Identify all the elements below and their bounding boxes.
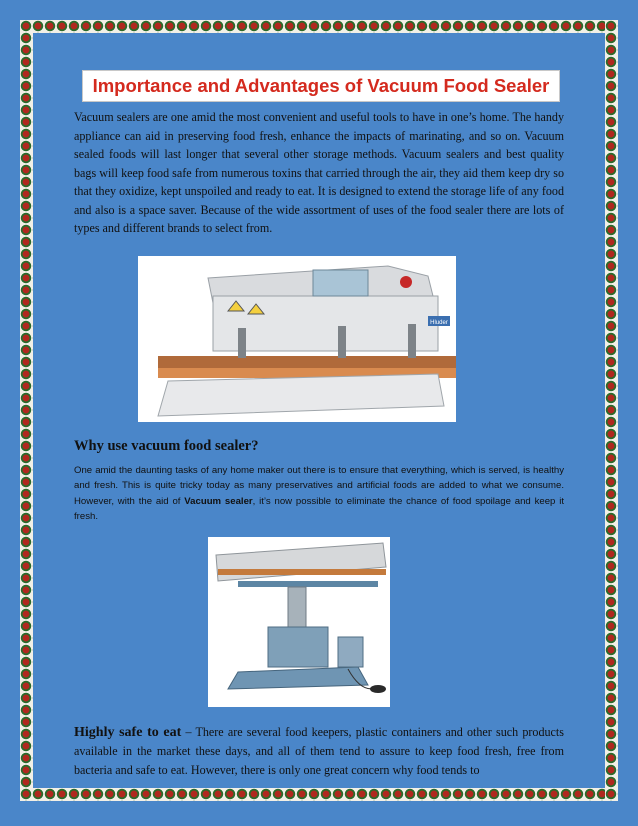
why-use-text-end: , it’s now possible to eliminate the chance of food spoilage and keep it fresh. [74, 495, 564, 523]
decorative-border-right [605, 20, 618, 801]
document-body [74, 70, 564, 780]
vacuum-sealer-illustration-1 [138, 256, 456, 422]
page-title: Importance and Advantages of Vacuum Food Sealer [82, 70, 560, 102]
why-use-paragraph [74, 463, 564, 525]
highly-safe-paragraph [74, 723, 564, 780]
vacuum-sealer-image-2 [208, 537, 390, 707]
decorative-border-left [20, 20, 33, 801]
highly-safe-lead: Highly safe to eat [74, 724, 182, 740]
vacuum-sealer-image-1 [138, 256, 456, 422]
decorative-border-top [20, 20, 618, 33]
figure1-brand: Hluder [430, 319, 448, 326]
decorative-border-bottom [20, 788, 618, 801]
highly-safe-text: – There are several food keepers, plastic containers and other such products available in the market these days, and all of them tend to assure to keep food fresh, free from bacteria and safe to eat. However, there is only one great concern why food tends to [74, 724, 564, 777]
why-use-text-start: One amid the daunting tasks of any home maker out there is to ensure that everything, which is served, is healthy and fresh. This is quite tricky today as many preservatives and artificial foods are added to what we consume. However, with the aid of [74, 464, 564, 507]
section-heading-why-use: Why use vacuum food sealer? [74, 437, 259, 454]
intro-paragraph: Vacuum sealers are one amid the most convenient and useful tools to have in one’s home. The handy appliance can aid in preserving food fresh, enhance the impacts of marinating, and so on. Vacuum sealed foods will last longer that several other storage methods. Vacuum sealers and best quality bags will keep food safe from numerous toxins that carried through the air, they aid them keep dry so that they oxidize, kept unspoiled and ready to eat. It is designed to extend the storage life of any food and also is a space saver. Because of the wide assortment of uses of the food sealer there are lots of types and different brands to select from. [74, 110, 564, 235]
vacuum-sealer-link[interactable]: Vacuum sealer [184, 495, 253, 507]
vacuum-sealer-illustration-2 [208, 537, 390, 707]
